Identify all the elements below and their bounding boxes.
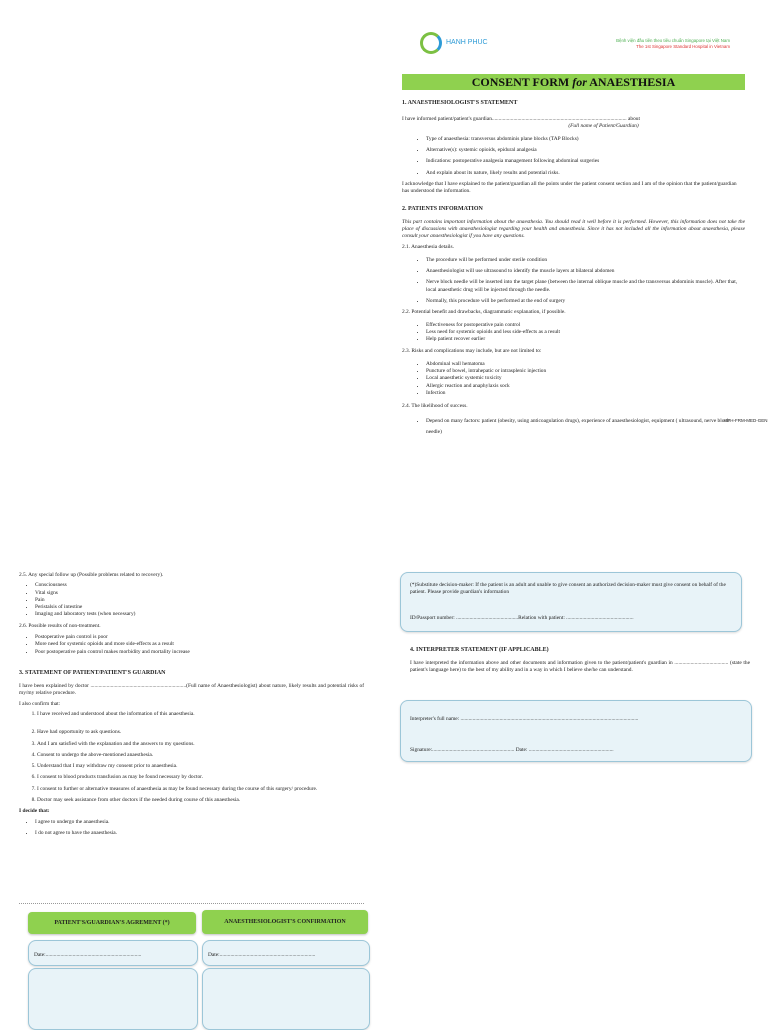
anaes-date-box[interactable] bbox=[202, 940, 370, 966]
list-item: • Vital signs bbox=[35, 590, 364, 597]
patient-date-field[interactable]: Date:....................................................................... bbox=[34, 952, 142, 958]
section-1 bbox=[402, 99, 745, 443]
list-item: • Type of anaesthesia: transversus abdominis plane blocks (TAP Blocks) bbox=[426, 136, 745, 143]
list-item: • Normally, this procedure will be performed at the end of surgery bbox=[426, 298, 745, 305]
patient-agreement-button[interactable]: PATIENT'S/GUARDIAN'S AGREMENT (*) bbox=[28, 912, 196, 934]
anaesthesiologist-confirmation-button[interactable]: ANAESTHESIOLOGIST'S CONFIRMATION bbox=[202, 910, 368, 934]
informed-line: I have informed patient/patient's guardian.................................................................................................... about bbox=[402, 116, 640, 123]
logo-text: HANH PHUC bbox=[446, 39, 488, 46]
document-code: HPH-FRM-MED-GEN bbox=[724, 418, 768, 423]
list-item: 2. Have had opportunity to ask questions. bbox=[37, 729, 364, 736]
list-item: 4. Consent to undergo the above-mentioned anaesthesia. bbox=[37, 752, 364, 759]
s24-heading: 2.4. The likelihood of success. bbox=[402, 403, 468, 410]
list-item: • Consciousness bbox=[35, 582, 364, 589]
s23-heading: 2.3. Risks and complications may include, but are not limited to: bbox=[402, 348, 542, 355]
anaes-signature-box[interactable] bbox=[202, 968, 370, 1030]
s26-heading: 2.6. Possible results of non-treatment. bbox=[19, 622, 101, 629]
substitute-box bbox=[400, 572, 742, 632]
form-title: CONSENT FORM for ANAESTHESIA bbox=[402, 74, 745, 90]
decide-options bbox=[19, 819, 364, 838]
explained-by-line: I have been explained by doctor .......................................................................(Full name of Anaesthesiologist) about nature, likely results and potential risks of my/my relative procedure. bbox=[19, 683, 364, 697]
list-item: • Local anaesthetic systemic toxicity bbox=[426, 375, 745, 382]
list-item: • Abdominal wall hematoma bbox=[426, 361, 745, 368]
left-column bbox=[19, 572, 364, 841]
list-item: • Poor postoperative pain control makes morbidity and mortality increase bbox=[35, 649, 364, 656]
hospital-tagline bbox=[560, 38, 730, 50]
confirm-label: I also confirm that: bbox=[19, 700, 61, 707]
list-item: • Depend on many factors: patient (obesity, using anticoagulation drugs), experience of anaesthesiologist, equipment ( ultrasound, nerve block needle) bbox=[426, 416, 745, 440]
list-item: • Effectiveness for postoperative pain control bbox=[426, 322, 745, 329]
interpreter-text: I have interpreted the information above and other documents and information given to the patient/patient's guardian in ........................................ (state the patient's language here) to the best of my ability and in a way in which I believe she/he can understand. bbox=[410, 660, 750, 674]
section-3-heading: 3. STATEMENT OF PATIENT/PATIENT'S GUARDIAN bbox=[19, 669, 166, 676]
acknowledge-text: I acknowledge that I have explained to the patient/guardian all the points under the patient consent section and I am of the opinion that the patient/guardian has understood the information. bbox=[402, 180, 737, 195]
list-item: • Nerve block needle will be inserted into the target plane (between the internal oblique muscle and the transversus abdominis muscle). After that, local anaesthetic drug will be injected through the needle. bbox=[426, 279, 745, 294]
tagline-en: The 1st Singapore Standard Hospital in Vietnam bbox=[636, 43, 730, 49]
confirm-list bbox=[19, 711, 364, 804]
list-item: • Less need for systemic opioids and less side-effects as a result bbox=[426, 329, 745, 336]
s25-heading: 2.5. Any special follow up (Possible problems related to recovery). bbox=[19, 572, 164, 578]
agree-option[interactable]: • I agree to undergo the anaesthesia. bbox=[35, 819, 364, 826]
list-item: • Imaging and laboratory tests (when necessary) bbox=[35, 611, 364, 618]
s24-bullets bbox=[402, 416, 745, 440]
logo-icon bbox=[420, 32, 442, 54]
list-item: • Anaesthesiologist will use ultrasound to identify the muscle layers at bilateral abdomen bbox=[426, 268, 745, 275]
section-4 bbox=[410, 646, 750, 675]
list-item: • And explain about its nature, likely results and potential risks. bbox=[426, 170, 745, 177]
list-item: 7. I consent to further or alternative measures of anaesthesia as may be found necessary during the course of this surgery/ procedure. bbox=[37, 786, 364, 793]
s25-bullets bbox=[19, 582, 364, 618]
list-item: 1. I have received and understood about the information of this anaesthesia. bbox=[37, 711, 364, 718]
list-item: • Postoperative pain control is poor bbox=[35, 634, 364, 641]
list-item: 8. Doctor may seek assistance from other doctors if the needed during course of this anaesthesia. bbox=[37, 797, 364, 804]
s21-bullets bbox=[402, 257, 745, 305]
s1-bullets bbox=[402, 136, 745, 177]
disagree-option[interactable]: • I do not agree to have the anaesthesia. bbox=[35, 830, 364, 837]
list-item: • Peristalsis of intestine bbox=[35, 604, 364, 611]
tagline-vn: Bệnh viện đầu tiên theo tiêu chuẩn Singapore tại Việt Nam bbox=[616, 38, 730, 43]
interpreter-signature-field[interactable]: Signature:............................................................. Date: ............................................................... bbox=[410, 747, 614, 753]
anaes-date-field[interactable]: Date:....................................................................... bbox=[208, 952, 316, 958]
list-item: • More need for systemic opioids and more side-effects as a result bbox=[35, 641, 364, 648]
substitute-text: (*)Substitute decision-maker: If the patient is an adult and unable to give consent an authorized decision-maker must give consent on behalf of the patient. Please provide guardian's information bbox=[410, 582, 726, 596]
patient-name-hint: (Full name of Patient/Guardian) bbox=[568, 123, 639, 130]
list-item: 3. And I am satisfied with the explanation and the answers to my questions. bbox=[37, 741, 364, 748]
list-item: • Puncture of bowel, intrahepatic or intrasplenic injection bbox=[426, 368, 745, 375]
s21-heading: 2.1. Anaesthesia details. bbox=[402, 244, 454, 251]
section-2-heading: 2. PATIENTS INFORMATION bbox=[402, 206, 483, 213]
interpreter-box bbox=[400, 700, 752, 762]
section-1-heading: 1. ANAESTHESIOLOGIST'S STATEMENT bbox=[402, 100, 518, 106]
list-item: 5. Understand that I may withdraw my consent prior to anaesthesia. bbox=[37, 763, 364, 770]
id-passport-field[interactable]: ID/Passport number: ..............................................Relation with patient: .................................................. bbox=[410, 615, 634, 621]
decide-label: I decide that: bbox=[19, 808, 50, 815]
list-item: • Allergic reaction and anaphylaxis sock bbox=[426, 383, 745, 390]
list-item: 6. I consent to blood products transfusion as may be found necessary by doctor. bbox=[37, 774, 364, 781]
list-item: • Pain bbox=[35, 597, 364, 604]
list-item: • Infection bbox=[426, 390, 745, 397]
section-divider bbox=[19, 903, 364, 904]
hospital-logo bbox=[420, 30, 510, 60]
patient-date-box[interactable] bbox=[28, 940, 198, 966]
s26-bullets bbox=[19, 634, 364, 656]
list-item: • Indications: postoperative analgesia management following abdominal surgeries bbox=[426, 158, 745, 165]
s23-bullets bbox=[402, 361, 745, 397]
interpreter-name-field[interactable]: Interpreter's full name: .................................................................................................................................... bbox=[410, 716, 639, 722]
list-item: • Help patient recover earlier bbox=[426, 336, 745, 343]
list-item: • The procedure will be performed under sterile condition bbox=[426, 257, 745, 264]
s22-heading: 2.2. Potential benefit and drawbacks, diagrammatic explanation, if possible. bbox=[402, 309, 566, 316]
section-4-heading: 4. INTERPRETER STATEMENT (IF APPLICABLE) bbox=[410, 647, 549, 653]
s22-bullets bbox=[402, 322, 745, 344]
list-item: • Alternative(s): systemic opioids, epidural analgesia bbox=[426, 147, 745, 154]
s2-intro: This part contains important information about the anaesthesia. You should read it well before it is performed. However, this information does not take the place of discussions with anaesthesiologist regarding your health and anaesthesia. Since it has not included all the information about anaesthesia, please consult your anaesthesiologist if you have any questions. bbox=[402, 218, 745, 240]
patient-signature-box[interactable] bbox=[28, 968, 198, 1030]
